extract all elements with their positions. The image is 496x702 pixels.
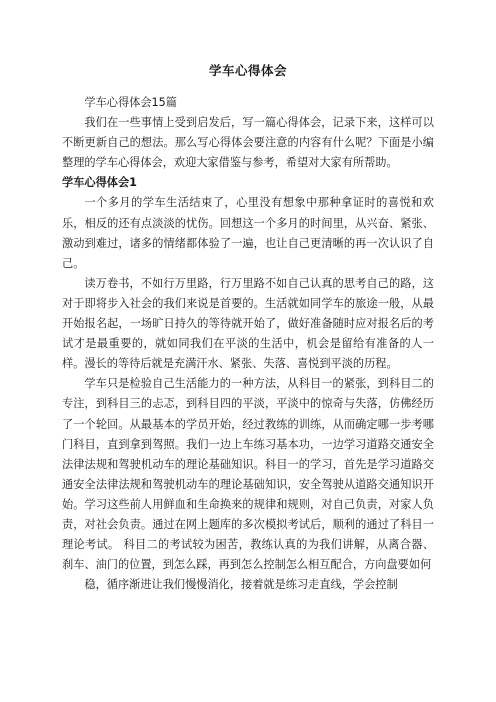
body-paragraph: 读万卷书，不如行万里路，行万里路不如自己认真的思考自己的路，这对于即将步入社会的我们来说是首要的。生活就如同学车的旅途一般，从最开始报名起，一场旷日持久的等待就开始了，做好准备随时应对报名后的考试才是最重要的，就如同我们在平淡的生活中，机会是留给有准备的人一样。漫长的等待后就是充满汗水、紧张、失落、喜悦到平淡的历程。 [62, 276, 434, 371]
intro-heading: 学车心得体会15篇 [84, 96, 177, 109]
document-body [62, 93, 434, 595]
body-paragraph: 稳，循序渐进让我们慢慢消化，接着就是练习走直线，学会控制 [84, 578, 398, 592]
section-heading: 学车心得体会1 [62, 176, 137, 190]
body-paragraph: 一个多月的学车生活结束了，心里没有想象中那种拿证时的喜悦和欢乐，相反的还有点淡淡的忧伤。回想这一个多月的时间里，从兴奋、紧张、激动到难过，诸多的情绪都体验了一遍，也让自己更清晰的再一次认识了自己。 [62, 196, 434, 270]
intro-paragraph: 我们在一些事情上受到启发后，写一篇心得体会，记录下来，这样可以不断更新自己的想法。那么写心得体会要注意的内容有什么呢？下面是小编整理的学车心得体会，欢迎大家借鉴与参考，希望对大家有所帮助。 [62, 116, 434, 170]
body-paragraph: 学车只是检验自己生活能力的一种方法，从科目一的紧张，到科目二的专注，到科目三的忐忑，到科目四的平淡，平淡中的惊奇与失落，仿佛经历了一个轮回。从最基本的学员开始，经过教练的训练，从而确定哪一步考哪门科目，直到拿到驾照。我们一边上车练习基本功，一边学习道路交通安全法律法规和驾驶机动车的理论基础知识。科目一的学习，首先是学习道路交通安全法律法规和驾驶机动车的理论基础知识，安全驾驶从道路交通知识开始。学习这些前人用鲜血和生命换来的规律和规则，对自己负责，对家人负责，对社会负责。通过在网上题库的多次模拟考试后，顺利的通过了科目一理论考试。 科目二的考试较为困苦，教练认真的为我们讲解，从离合器、刹车、油门的位置，到怎么踩，再到怎么控制怎么相互配合，方向盘要如何 [62, 377, 434, 572]
page-title: 学车心得体会 [208, 63, 287, 78]
